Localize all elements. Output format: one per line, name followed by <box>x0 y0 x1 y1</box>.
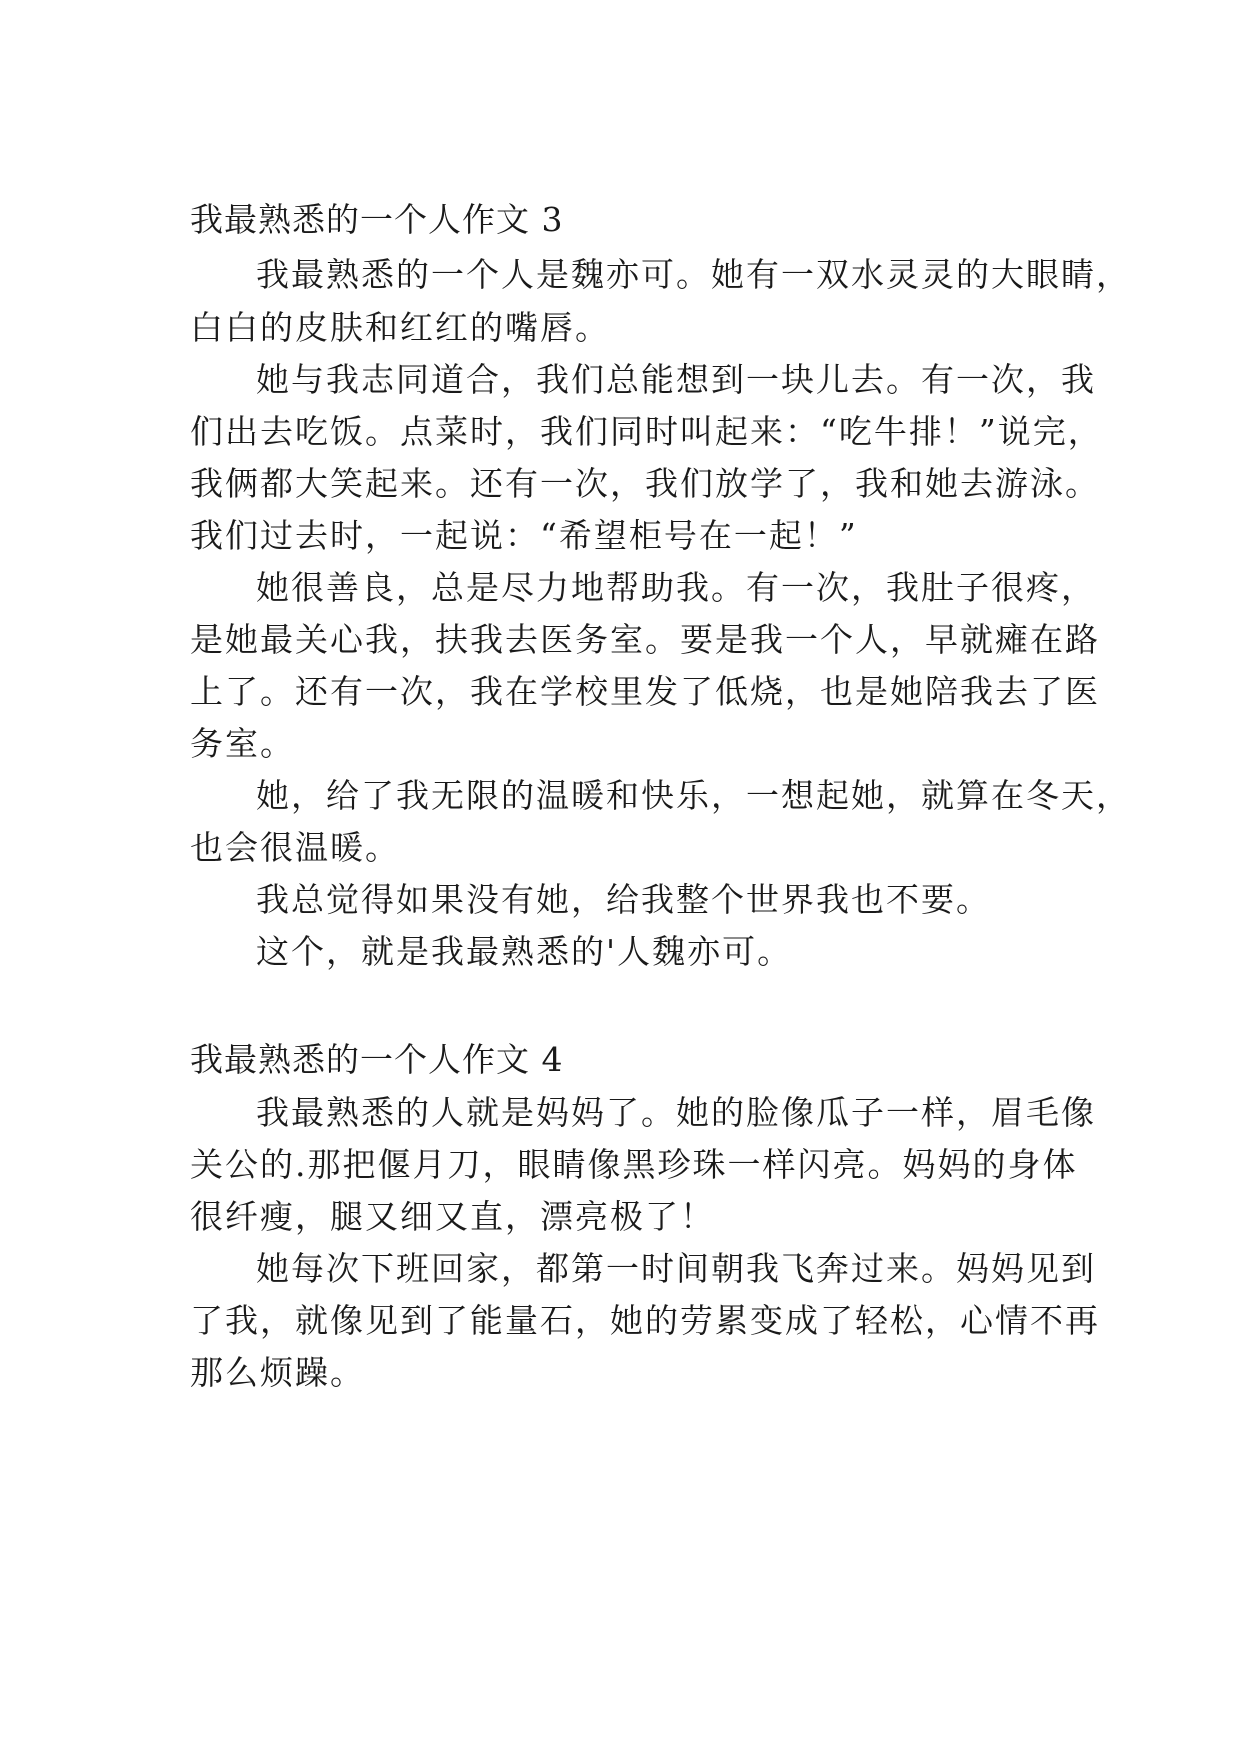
paragraph-line: 她很善良，总是尽力地帮助我。有一次，我肚子很疼， <box>256 568 1096 607</box>
section-title: 我最熟悉的一个人作文 4 <box>190 1040 564 1079</box>
paragraph-line: 了我，就像见到了能量石，她的劳累变成了轻松，心情不再 <box>190 1301 1100 1340</box>
paragraph-line: 我最熟悉的人就是妈妈了。她的脸像瓜子一样，眉毛像 <box>256 1093 1096 1132</box>
paragraph-line: 也会很温暖。 <box>190 828 400 867</box>
paragraph-line: 我最熟悉的一个人是魏亦可。她有一双水灵灵的大眼睛， <box>256 255 1131 294</box>
paragraph-line: 这个，就是我最熟悉的'人魏亦可。 <box>256 932 793 971</box>
paragraph-line: 们出去吃饭。点菜时，我们同时叫起来：“吃牛排！”说完， <box>190 412 1103 451</box>
section-title: 我最熟悉的一个人作文 3 <box>190 200 564 239</box>
paragraph-line: 那么烦躁。 <box>190 1353 365 1392</box>
paragraph-line: 我总觉得如果没有她，给我整个世界我也不要。 <box>256 880 991 919</box>
paragraph-line: 是她最关心我，扶我去医务室。要是我一个人，早就瘫在路 <box>190 620 1100 659</box>
paragraph-line: 很纤瘦，腿又细又直，漂亮极了！ <box>190 1197 715 1236</box>
paragraph-line: 她每次下班回家，都第一时间朝我飞奔过来。妈妈见到 <box>256 1249 1096 1288</box>
paragraph-line: 她，给了我无限的温暖和快乐，一想起她，就算在冬天， <box>256 776 1131 815</box>
paragraph-line: 务室。 <box>190 724 295 763</box>
paragraph-line: 我们过去时，一起说：“希望柜号在一起！” <box>190 516 858 555</box>
paragraph-line: 上了。还有一次，我在学校里发了低烧，也是她陪我去了医 <box>190 672 1100 711</box>
paragraph-line: 她与我志同道合，我们总能想到一块儿去。有一次，我 <box>256 360 1096 399</box>
paragraph-line: 关公的.那把偃月刀，眼睛像黑珍珠一样闪亮。妈妈的身体 <box>190 1145 1078 1184</box>
paragraph-line: 白白的皮肤和红红的嘴唇。 <box>190 308 610 347</box>
paragraph-line: 我俩都大笑起来。还有一次，我们放学了，我和她去游泳。 <box>190 464 1100 503</box>
